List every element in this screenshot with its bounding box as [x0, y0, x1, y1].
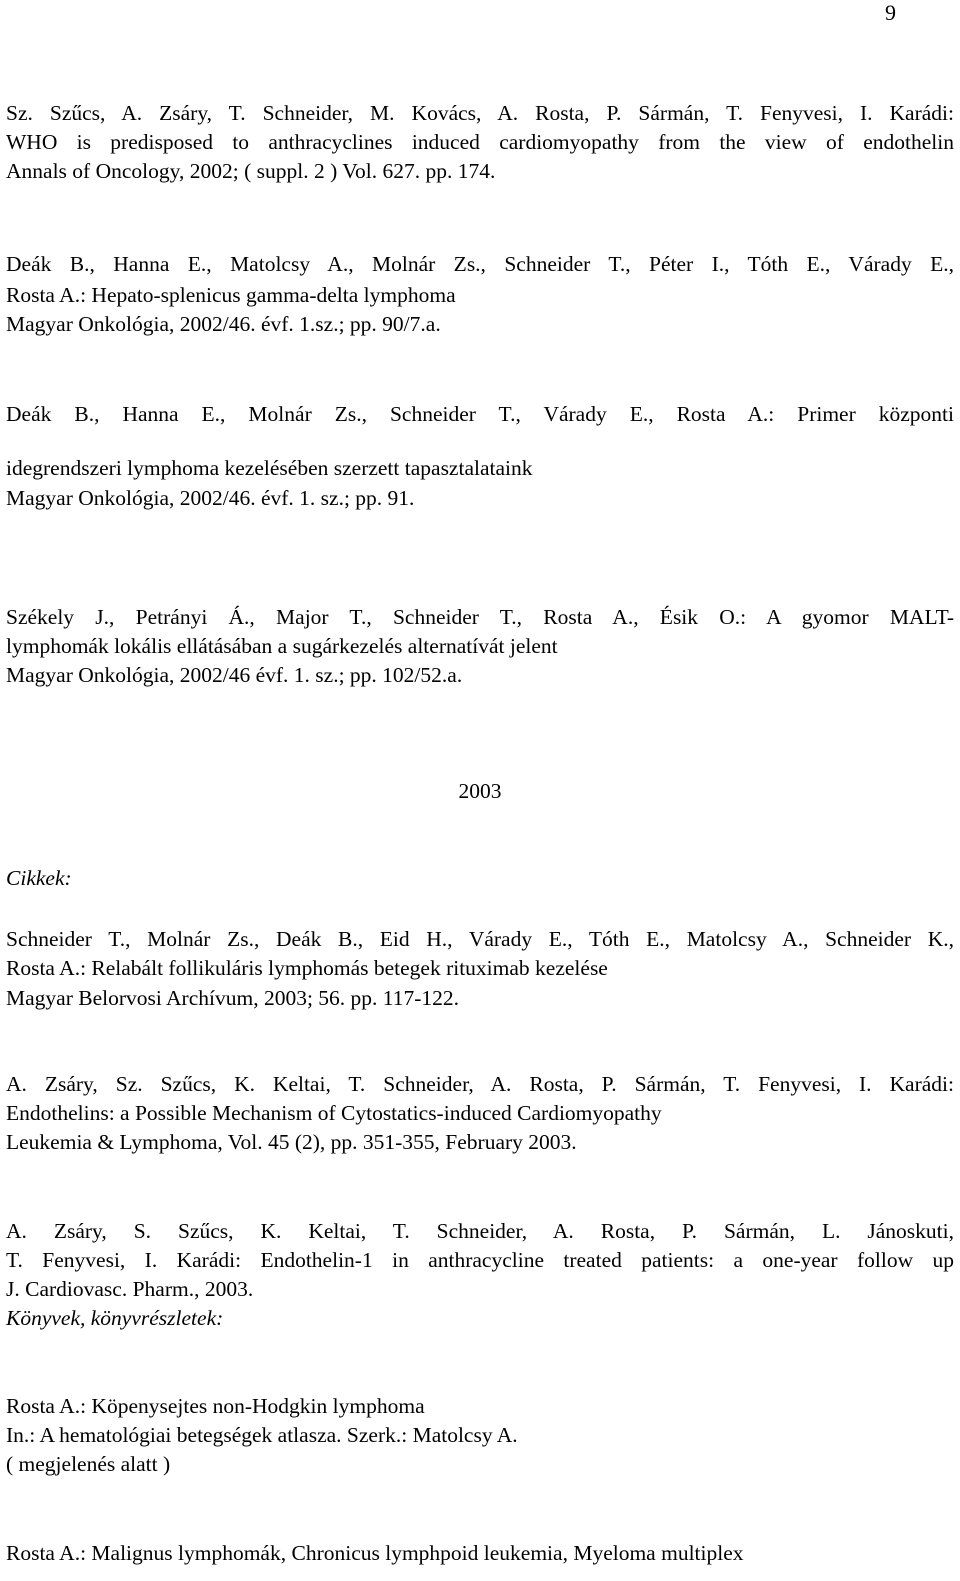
reference-title: Endothelins: a Possible Mechanism of Cytostatics-induced Cardiomyopathy — [6, 1101, 662, 1125]
reference-authors: Sz. Szűcs, A. Zsáry, T. Schneider, M. Kovács, A. Rosta, P. Sármán, T. Fenyvesi, I. Karádi: — [6, 101, 954, 125]
reference-title: T. Fenyvesi, I. Karádi: Endothelin-1 in anthracycline treated patients: a one-year follow up — [6, 1248, 954, 1272]
reference-source: J. Cardiovasc. Pharm., 2003. — [6, 1277, 254, 1301]
reference-source: Annals of Oncology, 2002; ( suppl. 2 ) Vol. 627. pp. 174. — [6, 159, 496, 183]
reference-authors: Schneider T., Molnár Zs., Deák B., Eid H., Várady E., Tóth E., Matolcsy A., Schneider K., — [6, 927, 954, 951]
reference-title: lymphomák lokális ellátásában a sugárkezelés alternatívát jelent — [6, 634, 558, 658]
year-heading: 2003 — [458, 779, 502, 803]
reference-source: Leukemia & Lymphoma, Vol. 45 (2), pp. 351-355, February 2003. — [6, 1130, 577, 1154]
reference-source: Magyar Belorvosi Archívum, 2003; 56. pp. 117-122. — [6, 986, 460, 1010]
page-number: 9 — [885, 0, 896, 25]
reference-authors: Deák B., Hanna E., Matolcsy A., Molnár Zs., Schneider T., Péter I., Tóth E., Várady E., — [6, 252, 954, 276]
reference-title: Rosta A.: Hepato-splenicus gamma-delta lymphoma — [6, 283, 456, 307]
reference-source: Magyar Onkológia, 2002/46. évf. 1.sz.; pp. 90/7.a. — [6, 312, 441, 336]
reference-authors: A. Zsáry, Sz. Szűcs, K. Keltai, T. Schneider, A. Rosta, P. Sármán, T. Fenyvesi, I. Karádi: — [6, 1072, 954, 1096]
reference-authors: Székely J., Petrányi Á., Major T., Schneider T., Rosta A., Ésik O.: A gyomor MALT- — [6, 605, 954, 629]
section-heading-articles: Cikkek: — [6, 866, 72, 890]
reference-authors: Rosta A.: Malignus lymphomák, Chronicus lymphpoid leukemia, Myeloma multiplex — [6, 1541, 744, 1565]
reference-title: WHO is predisposed to anthracyclines induced cardiomyopathy from the view of endothelin — [6, 130, 954, 154]
reference-status: ( megjelenés alatt ) — [6, 1452, 171, 1476]
reference-title: idegrendszeri lymphoma kezelésében szerzett tapasztalataink — [6, 456, 533, 480]
reference-source: Magyar Onkológia, 2002/46 évf. 1. sz.; pp. 102/52.a. — [6, 663, 463, 687]
reference-authors: Rosta A.: Köpenysejtes non-Hodgkin lymphoma — [6, 1394, 425, 1418]
reference-title: Rosta A.: Relabált follikuláris lymphomás betegek rituximab kezelése — [6, 956, 608, 980]
reference-authors: Deák B., Hanna E., Molnár Zs., Schneider T., Várady E., Rosta A.: Primer központi — [6, 402, 954, 426]
section-heading-books: Könyvek, könyvrészletek: — [6, 1306, 224, 1330]
reference-title: In.: A hematológiai betegségek atlasza. Szerk.: Matolcsy A. — [6, 1423, 518, 1447]
reference-source: Magyar Onkológia, 2002/46. évf. 1. sz.; pp. 91. — [6, 486, 415, 510]
reference-authors: A. Zsáry, S. Szűcs, K. Keltai, T. Schneider, A. Rosta, P. Sármán, L. Jánoskuti, — [6, 1219, 954, 1243]
